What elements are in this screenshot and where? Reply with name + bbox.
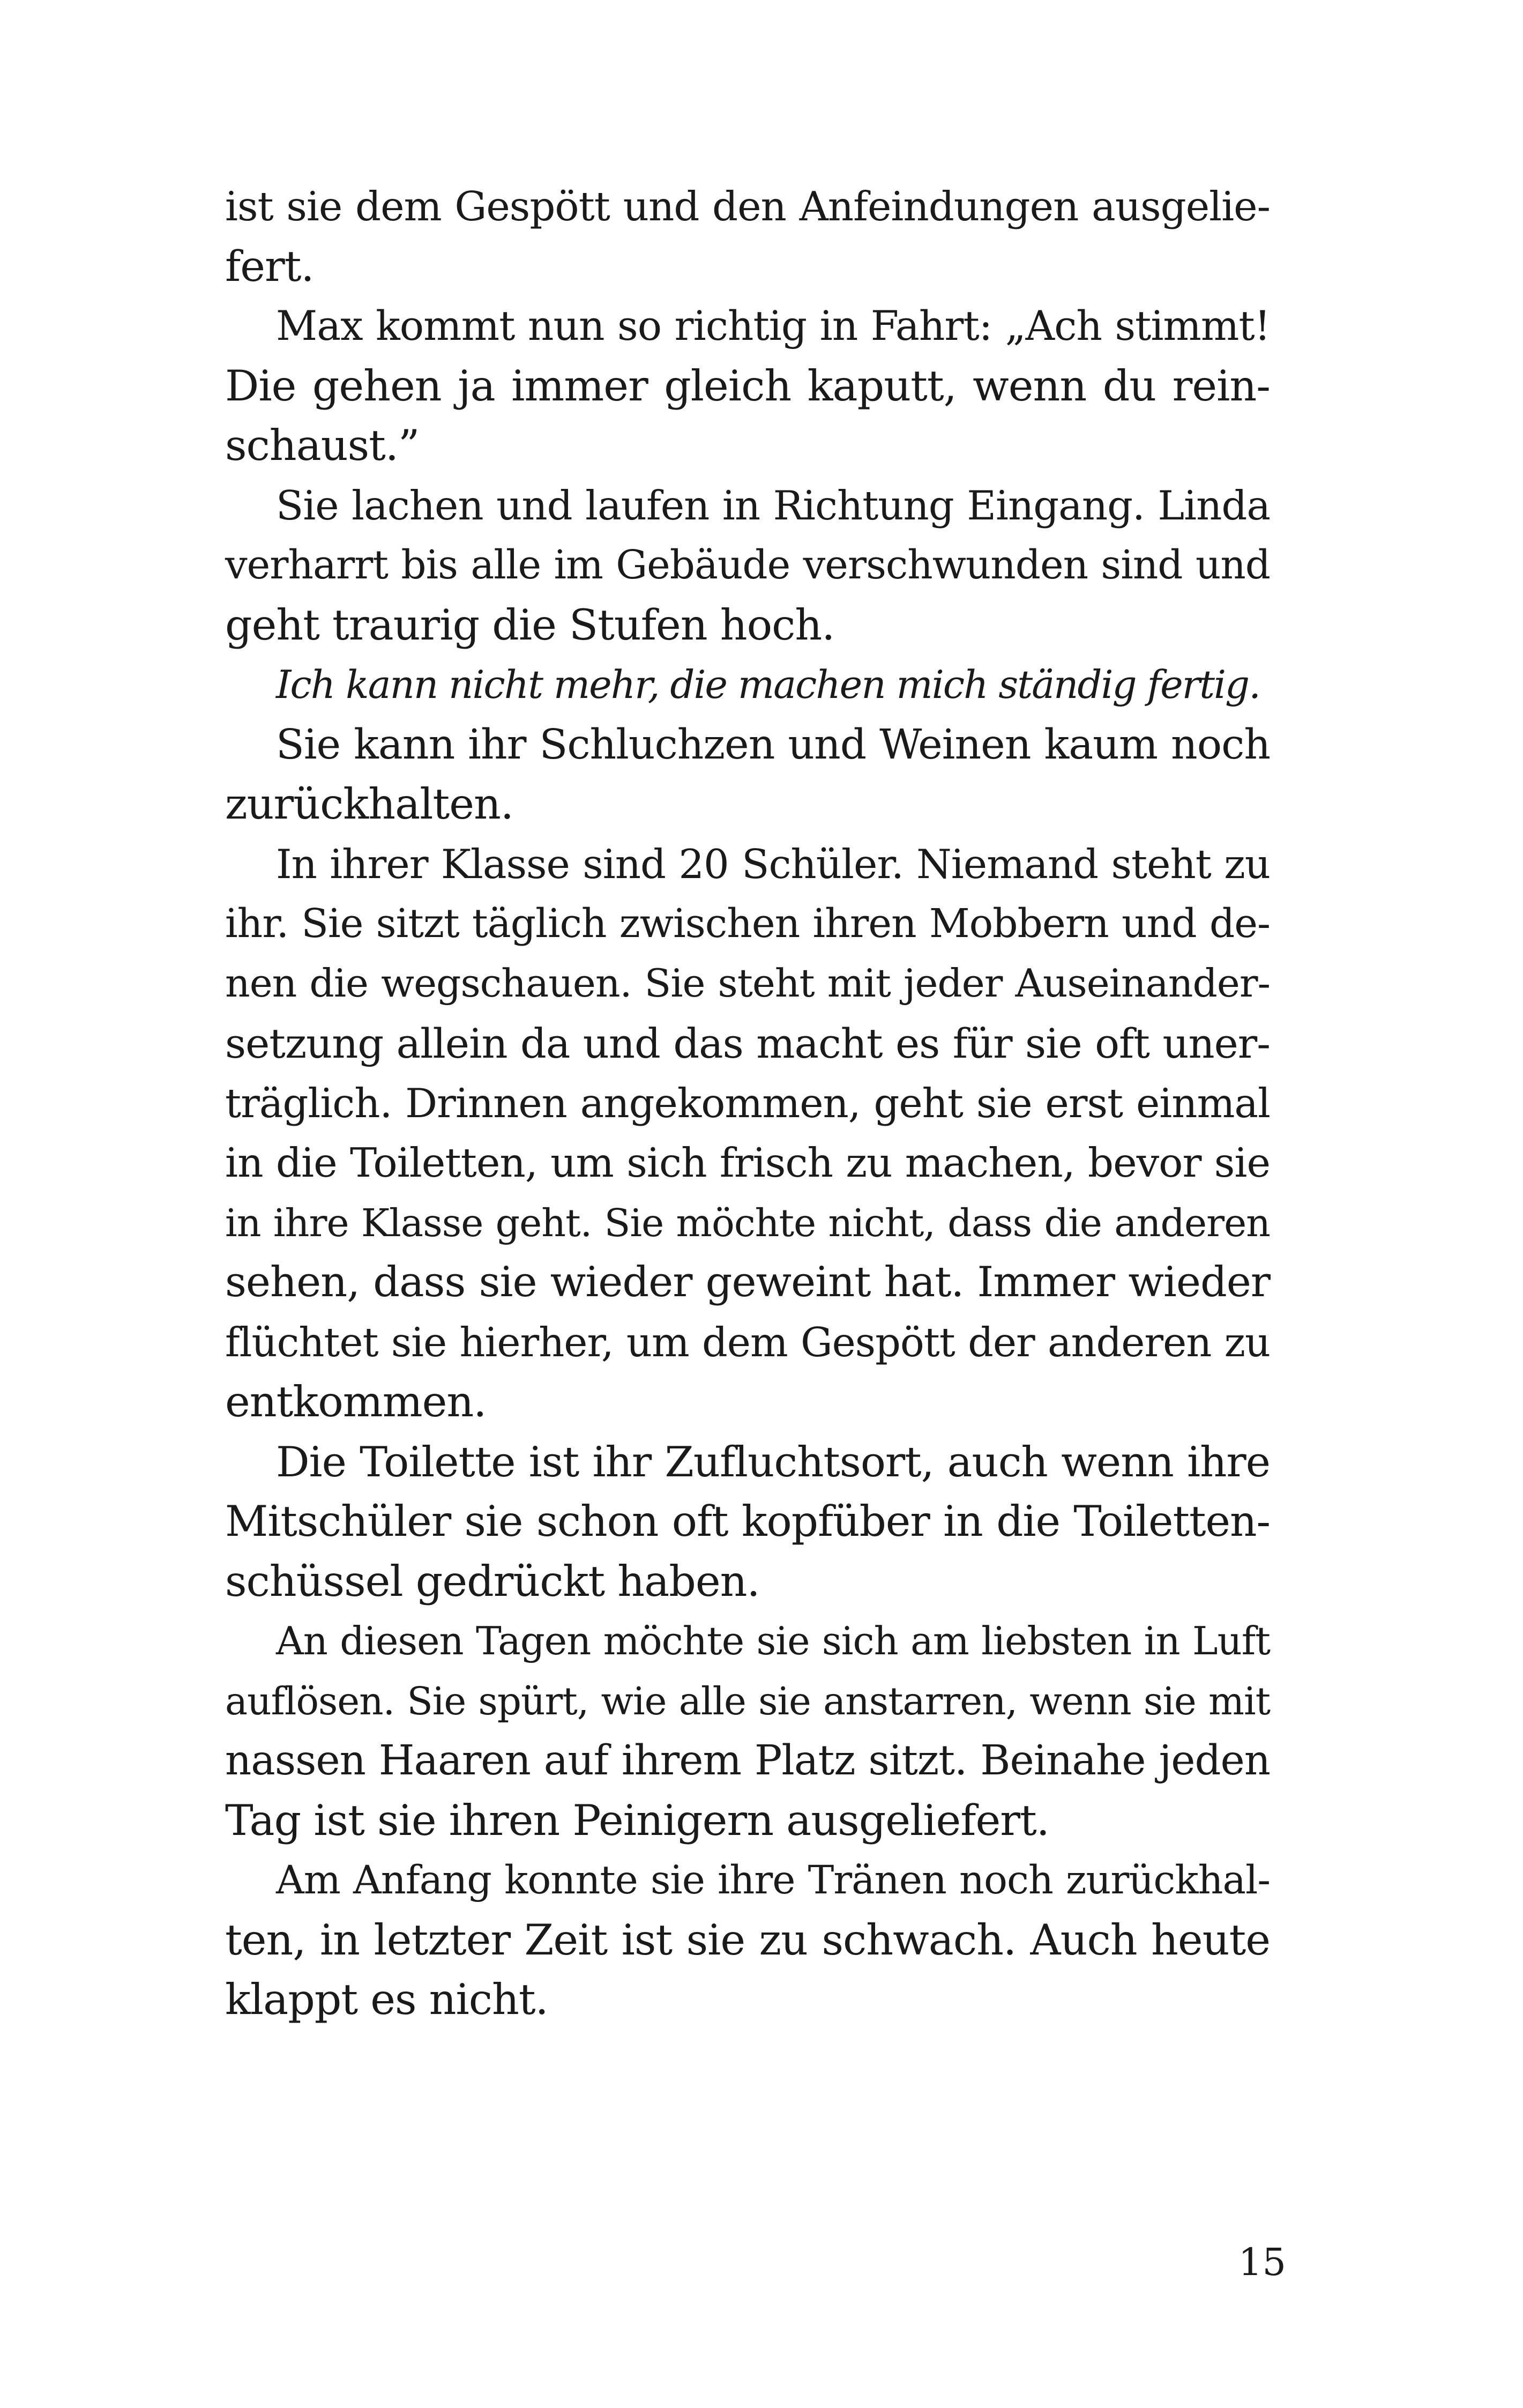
text-line: Am Anfang konnte sie ihre Tränen noch zurückhal-: [276, 1857, 1270, 1903]
text-line: Sie lachen und laufen in Richtung Eingang. Linda: [276, 481, 1270, 529]
text-line: träglich. Drinnen angekommen, geht sie erst einmal: [225, 1080, 1270, 1127]
text-line: in ihre Klasse geht. Sie möchte nicht, dass die anderen: [225, 1200, 1270, 1245]
body-text: [225, 177, 1270, 2030]
text-line: schüssel gedrückt haben.: [225, 1556, 760, 1606]
text-line: ihr. Sie sitzt täglich zwischen ihren Mobbern und de-: [225, 901, 1270, 947]
text-line: zurückhalten.: [225, 779, 513, 829]
text-line: schaust.”: [225, 421, 420, 470]
text-line: Die gehen ja immer gleich kaputt, wenn du rein-: [225, 361, 1270, 411]
text-line: nen die wegschauen. Sie steht mit jeder Auseinander-: [225, 961, 1270, 1006]
text-line: An diesen Tagen möchte sie sich am liebsten in Luft: [276, 1619, 1270, 1663]
text-line: entkommen.: [225, 1377, 487, 1426]
text-line: Die Toilette ist ihr Zufluchtsort, auch wenn ihre: [276, 1437, 1270, 1487]
text-line: klappt es nicht.: [225, 1975, 548, 2024]
text-line: Sie kann ihr Schluchzen und Weinen kaum noch: [276, 720, 1270, 769]
text-line: fert.: [225, 241, 314, 291]
text-line: ist sie dem Gespött und den Anfeindungen ausgelie-: [225, 183, 1270, 230]
text-line: in die Toiletten, um sich frisch zu machen, bevor sie: [225, 1139, 1270, 1186]
text-line: ten, in letzter Zeit ist sie zu schwach. Auch heute: [225, 1915, 1270, 1965]
text-line: In ihrer Klasse sind 20 Schüler. Niemand steht zu: [276, 840, 1270, 888]
italic-thought-line: Ich kann nicht mehr, die machen mich ständig fertig.: [276, 662, 1260, 707]
page-number: 15: [1238, 2240, 1286, 2284]
text-line: Mitschüler sie schon oft kopfüber in die Toiletten-: [225, 1497, 1270, 1546]
text-line: nassen Haaren auf ihrem Platz sitzt. Beinahe jeden: [225, 1737, 1270, 1785]
text-line: verharrt bis alle im Gebäude verschwunden sind und: [225, 542, 1270, 588]
text-line: auflösen. Sie spürt, wie alle sie anstarren, wenn sie mit: [225, 1678, 1270, 1723]
text-line: Tag ist sie ihren Peinigern ausgeliefert.: [225, 1795, 1049, 1845]
text-line: setzung allein da und das macht es für sie oft uner-: [225, 1020, 1270, 1067]
text-line: flüchtet sie hierher, um dem Gespött der anderen zu: [225, 1319, 1270, 1366]
text-line: sehen, dass sie wieder geweint hat. Immer wieder: [225, 1258, 1270, 1306]
text-line: Max kommt nun so richtig in Fahrt: „Ach stimmt!: [276, 302, 1270, 350]
text-line: geht traurig die Stufen hoch.: [225, 600, 835, 650]
